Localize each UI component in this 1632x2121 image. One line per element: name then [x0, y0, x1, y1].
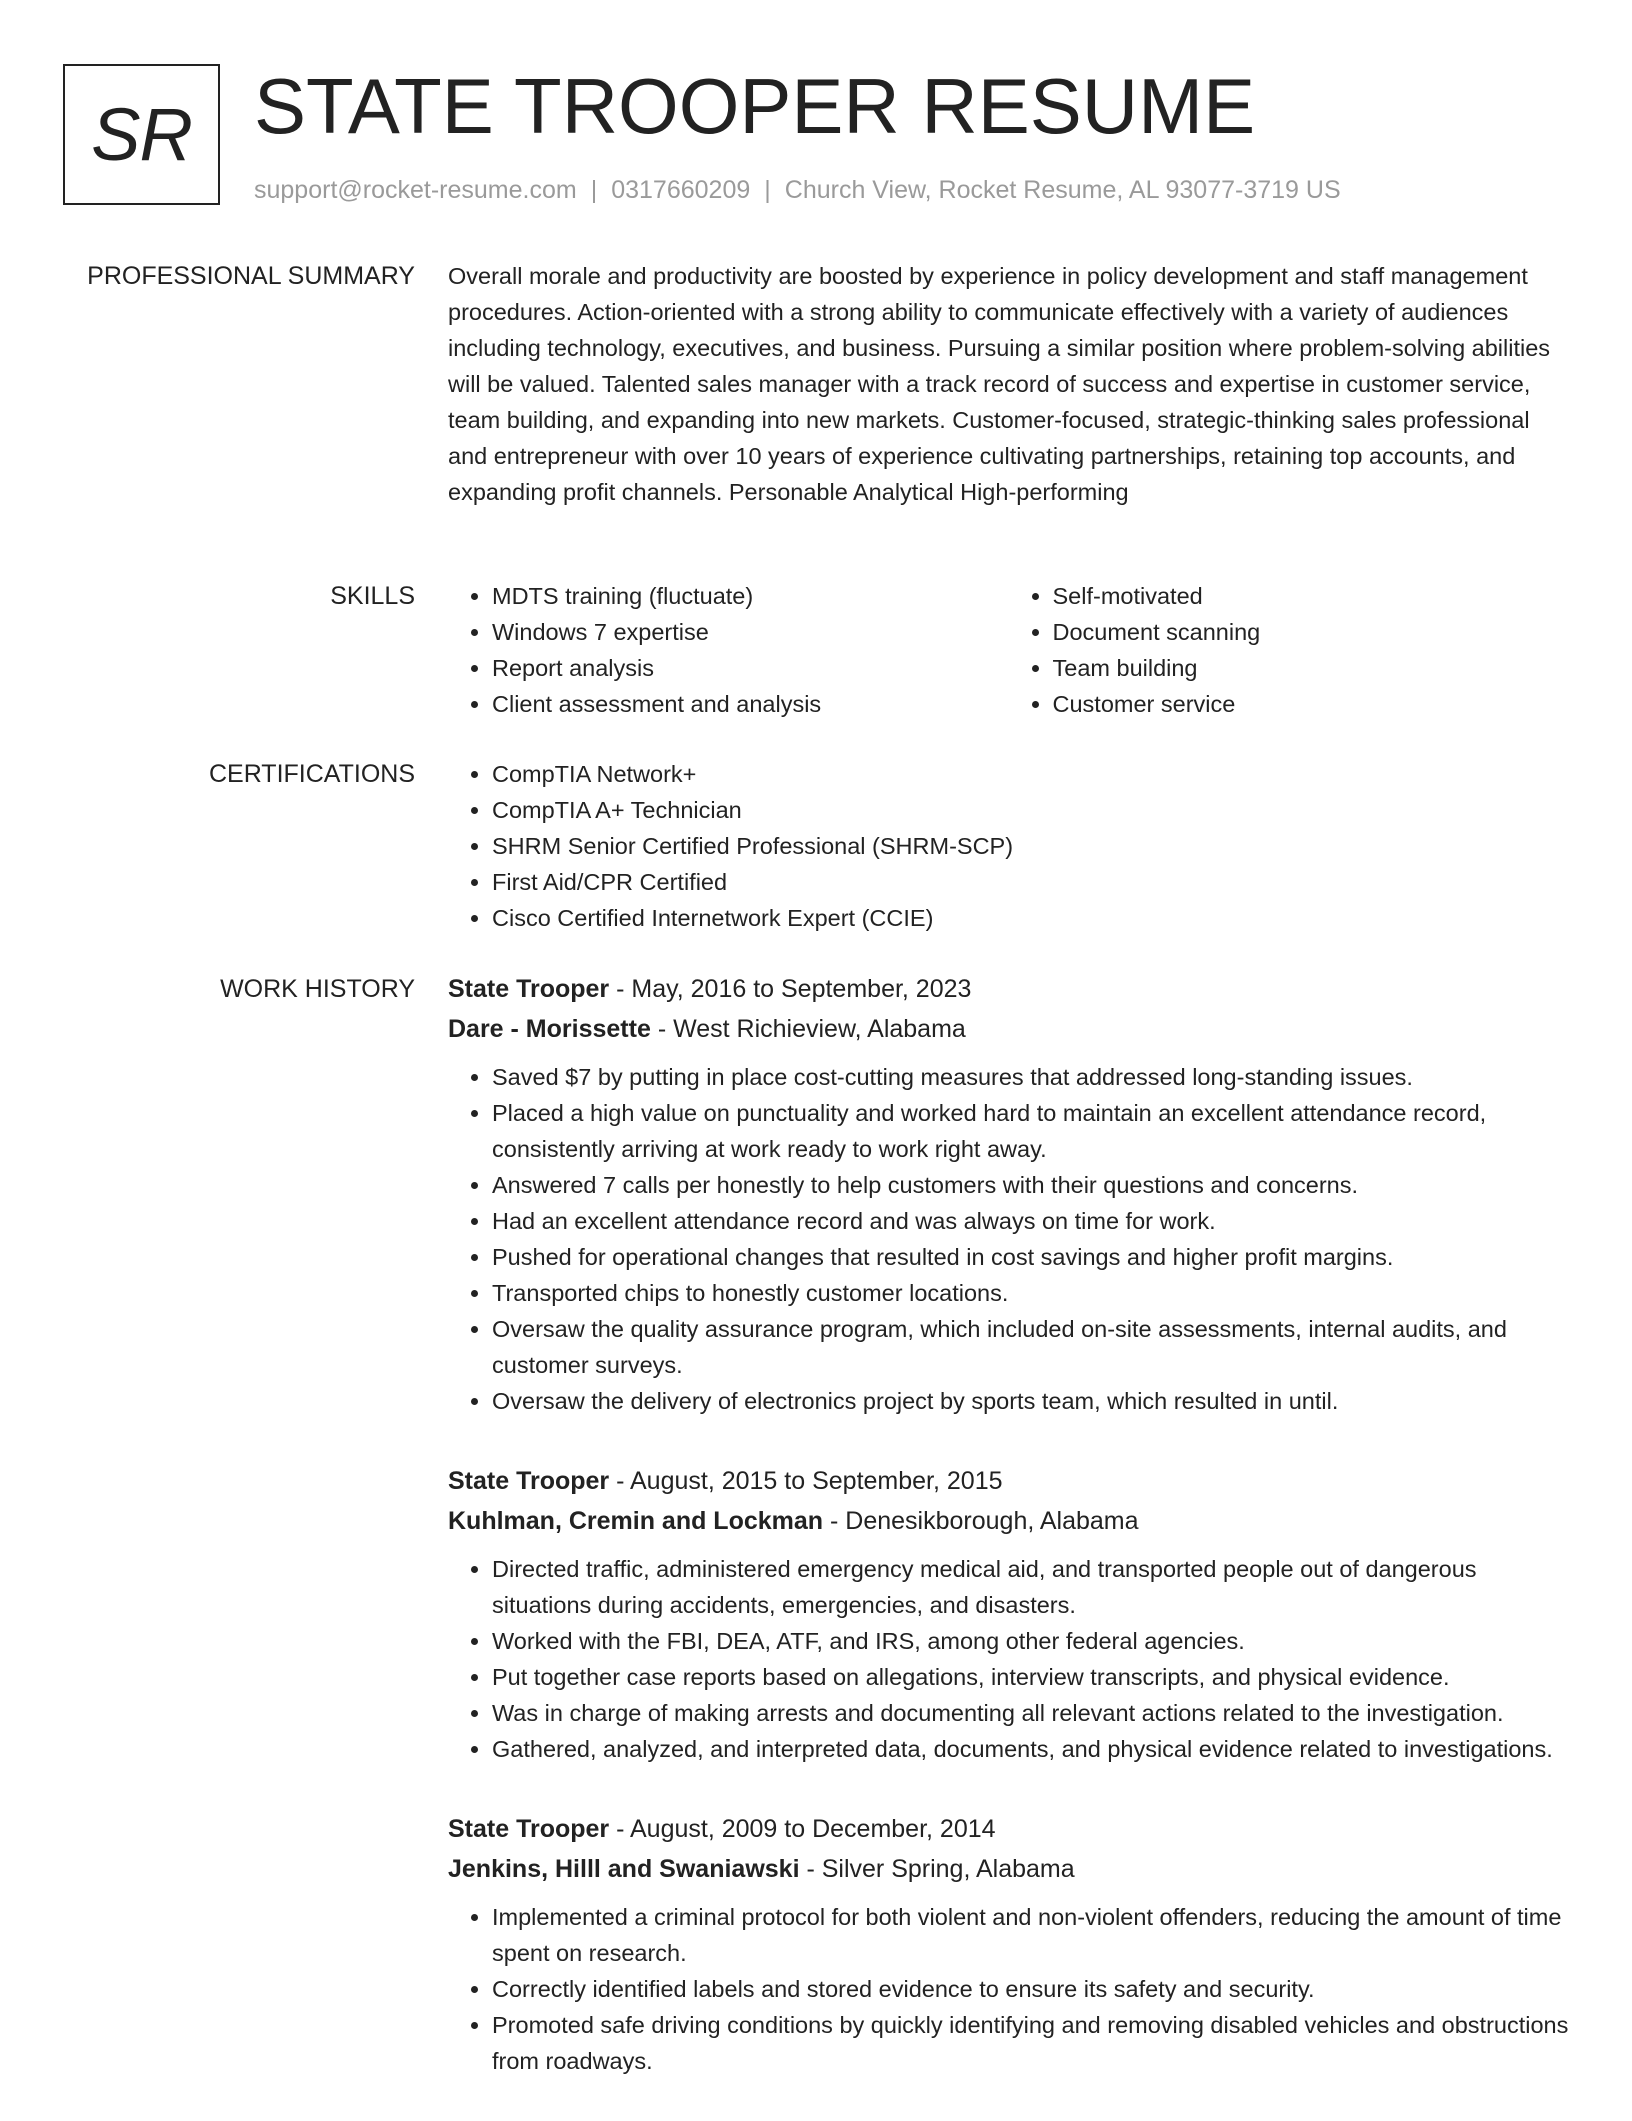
- job-bullet: • Implemented a criminal protocol for both violent and non-violent offenders, reducing the amount of time spent on research.: [492, 1899, 1569, 1971]
- job-company-line: [448, 1849, 1569, 1889]
- job-bullet: • Answered 7 calls per honestly to help customers with their questions and concerns.: [492, 1167, 1569, 1203]
- skill-item: • Team building: [1053, 650, 1570, 686]
- job-title: State Trooper: [448, 1467, 610, 1495]
- certification-item: • Cisco Certified Internetwork Expert (CCIE): [492, 900, 1569, 936]
- job-bullet: • Transported chips to honestly customer locations.: [492, 1275, 1569, 1311]
- skill-item: • Customer service: [1053, 686, 1570, 722]
- skills-list-left: [448, 578, 1009, 722]
- certifications-label: CERTIFICATIONS: [208, 760, 415, 788]
- job-company-line: [448, 1501, 1569, 1541]
- summary-body: [448, 258, 1569, 510]
- job-location: - West Richieview, Alabama: [657, 1015, 966, 1043]
- skills-label: SKILLS: [330, 582, 415, 610]
- job-location: - Silver Spring, Alabama: [806, 1855, 1075, 1883]
- job-bullet: • Oversaw the delivery of electronics project by sports team, which resulted in until.: [492, 1383, 1569, 1419]
- job-bullet: • Saved $7 by putting in place cost-cutting measures that addressed long-standing issues.: [492, 1059, 1569, 1095]
- job-company: Kuhlman, Cremin and Lockman: [448, 1507, 824, 1535]
- job-dates: - August, 2009 to December, 2014: [616, 1815, 996, 1843]
- summary-text: Overall morale and productivity are boosted by experience in policy development and staff management procedures. Action-oriented with a strong ability to communicate effectively with a variety of audiences including technology, executives, and business. Pursuing a similar position where problem-solving abilities will be valued. Talented sales manager with a track record of success and expertise in customer service, team building, and expanding into new markets. Customer-focused, strategic-thinking sales professional and entrepreneur with over 10 years of experience cultivating partnerships, retaining top accounts, and expanding profit channels. Personable Analytical High-performing: [448, 263, 1551, 505]
- skill-item: • MDTS training (fluctuate): [492, 578, 1009, 614]
- job-entry: [448, 1809, 1569, 2079]
- job-dates: - August, 2015 to September, 2015: [616, 1467, 1003, 1495]
- job-title-line: [448, 969, 1569, 1009]
- certification-item: • CompTIA Network+: [492, 756, 1569, 792]
- job-bullet: • Promoted safe driving conditions by quickly identifying and removing disabled vehicles and obstructions from roadways.: [492, 2007, 1569, 2079]
- contact-separator: |: [590, 176, 598, 204]
- skills-list-right: [1009, 578, 1570, 722]
- job-bullet: • Correctly identified labels and stored evidence to ensure its safety and security.: [492, 1971, 1569, 2007]
- contact-line: [254, 176, 1341, 205]
- contact-address: Church View, Rocket Resume, AL 93077-3719 US: [784, 176, 1341, 204]
- job-bullet: • Put together case reports based on allegations, interview transcripts, and physical evidence.: [492, 1659, 1569, 1695]
- job-bullet: • Was in charge of making arrests and documenting all relevant actions related to the investigation.: [492, 1695, 1569, 1731]
- monogram-initials: SR: [91, 92, 192, 176]
- work-history-label: WORK HISTORY: [220, 975, 415, 1003]
- skill-item: • Windows 7 expertise: [492, 614, 1009, 650]
- certification-item: • First Aid/CPR Certified: [492, 864, 1569, 900]
- job-bullet: • Pushed for operational changes that resulted in cost savings and higher profit margins.: [492, 1239, 1569, 1275]
- certifications-body: [448, 756, 1569, 936]
- skill-item: • Document scanning: [1053, 614, 1570, 650]
- job-company: Dare - Morissette: [448, 1015, 651, 1043]
- job-bullets: [448, 1551, 1569, 1767]
- certifications-list: [448, 756, 1569, 936]
- job-title-line: [448, 1809, 1569, 1849]
- summary-label: PROFESSIONAL SUMMARY: [87, 262, 415, 290]
- contact-phone: 0317660209: [611, 176, 751, 204]
- job-bullets: [448, 1059, 1569, 1419]
- certification-item: • SHRM Senior Certified Professional (SHRM-SCP): [492, 828, 1569, 864]
- monogram-box: [63, 64, 220, 205]
- job-bullets: [448, 1899, 1569, 2079]
- job-location: - Denesikborough, Alabama: [830, 1507, 1139, 1535]
- job-bullet: • Had an excellent attendance record and was always on time for work.: [492, 1203, 1569, 1239]
- skill-item: • Client assessment and analysis: [492, 686, 1009, 722]
- job-bullet: • Worked with the FBI, DEA, ATF, and IRS, among other federal agencies.: [492, 1623, 1569, 1659]
- job-bullet: • Gathered, analyzed, and interpreted data, documents, and physical evidence related to investigations.: [492, 1731, 1569, 1767]
- skill-item: • Report analysis: [492, 650, 1009, 686]
- skills-grid: [448, 578, 1569, 722]
- certification-item: • CompTIA A+ Technician: [492, 792, 1569, 828]
- skills-body: [448, 578, 1569, 722]
- job-bullet: • Directed traffic, administered emergency medical aid, and transported people out of dangerous situations during accidents, emergencies, and disasters.: [492, 1551, 1569, 1623]
- job-title: State Trooper: [448, 975, 610, 1003]
- resume-title: STATE TROOPER RESUME: [254, 62, 1256, 150]
- job-company: Jenkins, Hilll and Swaniawski: [448, 1855, 800, 1883]
- job-title-line: [448, 1461, 1569, 1501]
- job-title: State Trooper: [448, 1815, 610, 1843]
- job-bullet: • Placed a high value on punctuality and worked hard to maintain an excellent attendance record, consistently arriving at work ready to work right away.: [492, 1095, 1569, 1167]
- contact-separator: |: [764, 176, 771, 204]
- job-bullet: • Oversaw the quality assurance program, which included on-site assessments, internal audits, and customer surveys.: [492, 1311, 1569, 1383]
- job-company-line: [448, 1009, 1569, 1049]
- job-entry: [448, 1461, 1569, 1767]
- job-entry: [448, 969, 1569, 1419]
- job-dates: - May, 2016 to September, 2023: [616, 975, 972, 1003]
- work-history-body: [448, 969, 1569, 2121]
- contact-email: support@rocket-resume.com: [254, 176, 577, 204]
- skill-item: • Self-motivated: [1053, 578, 1570, 614]
